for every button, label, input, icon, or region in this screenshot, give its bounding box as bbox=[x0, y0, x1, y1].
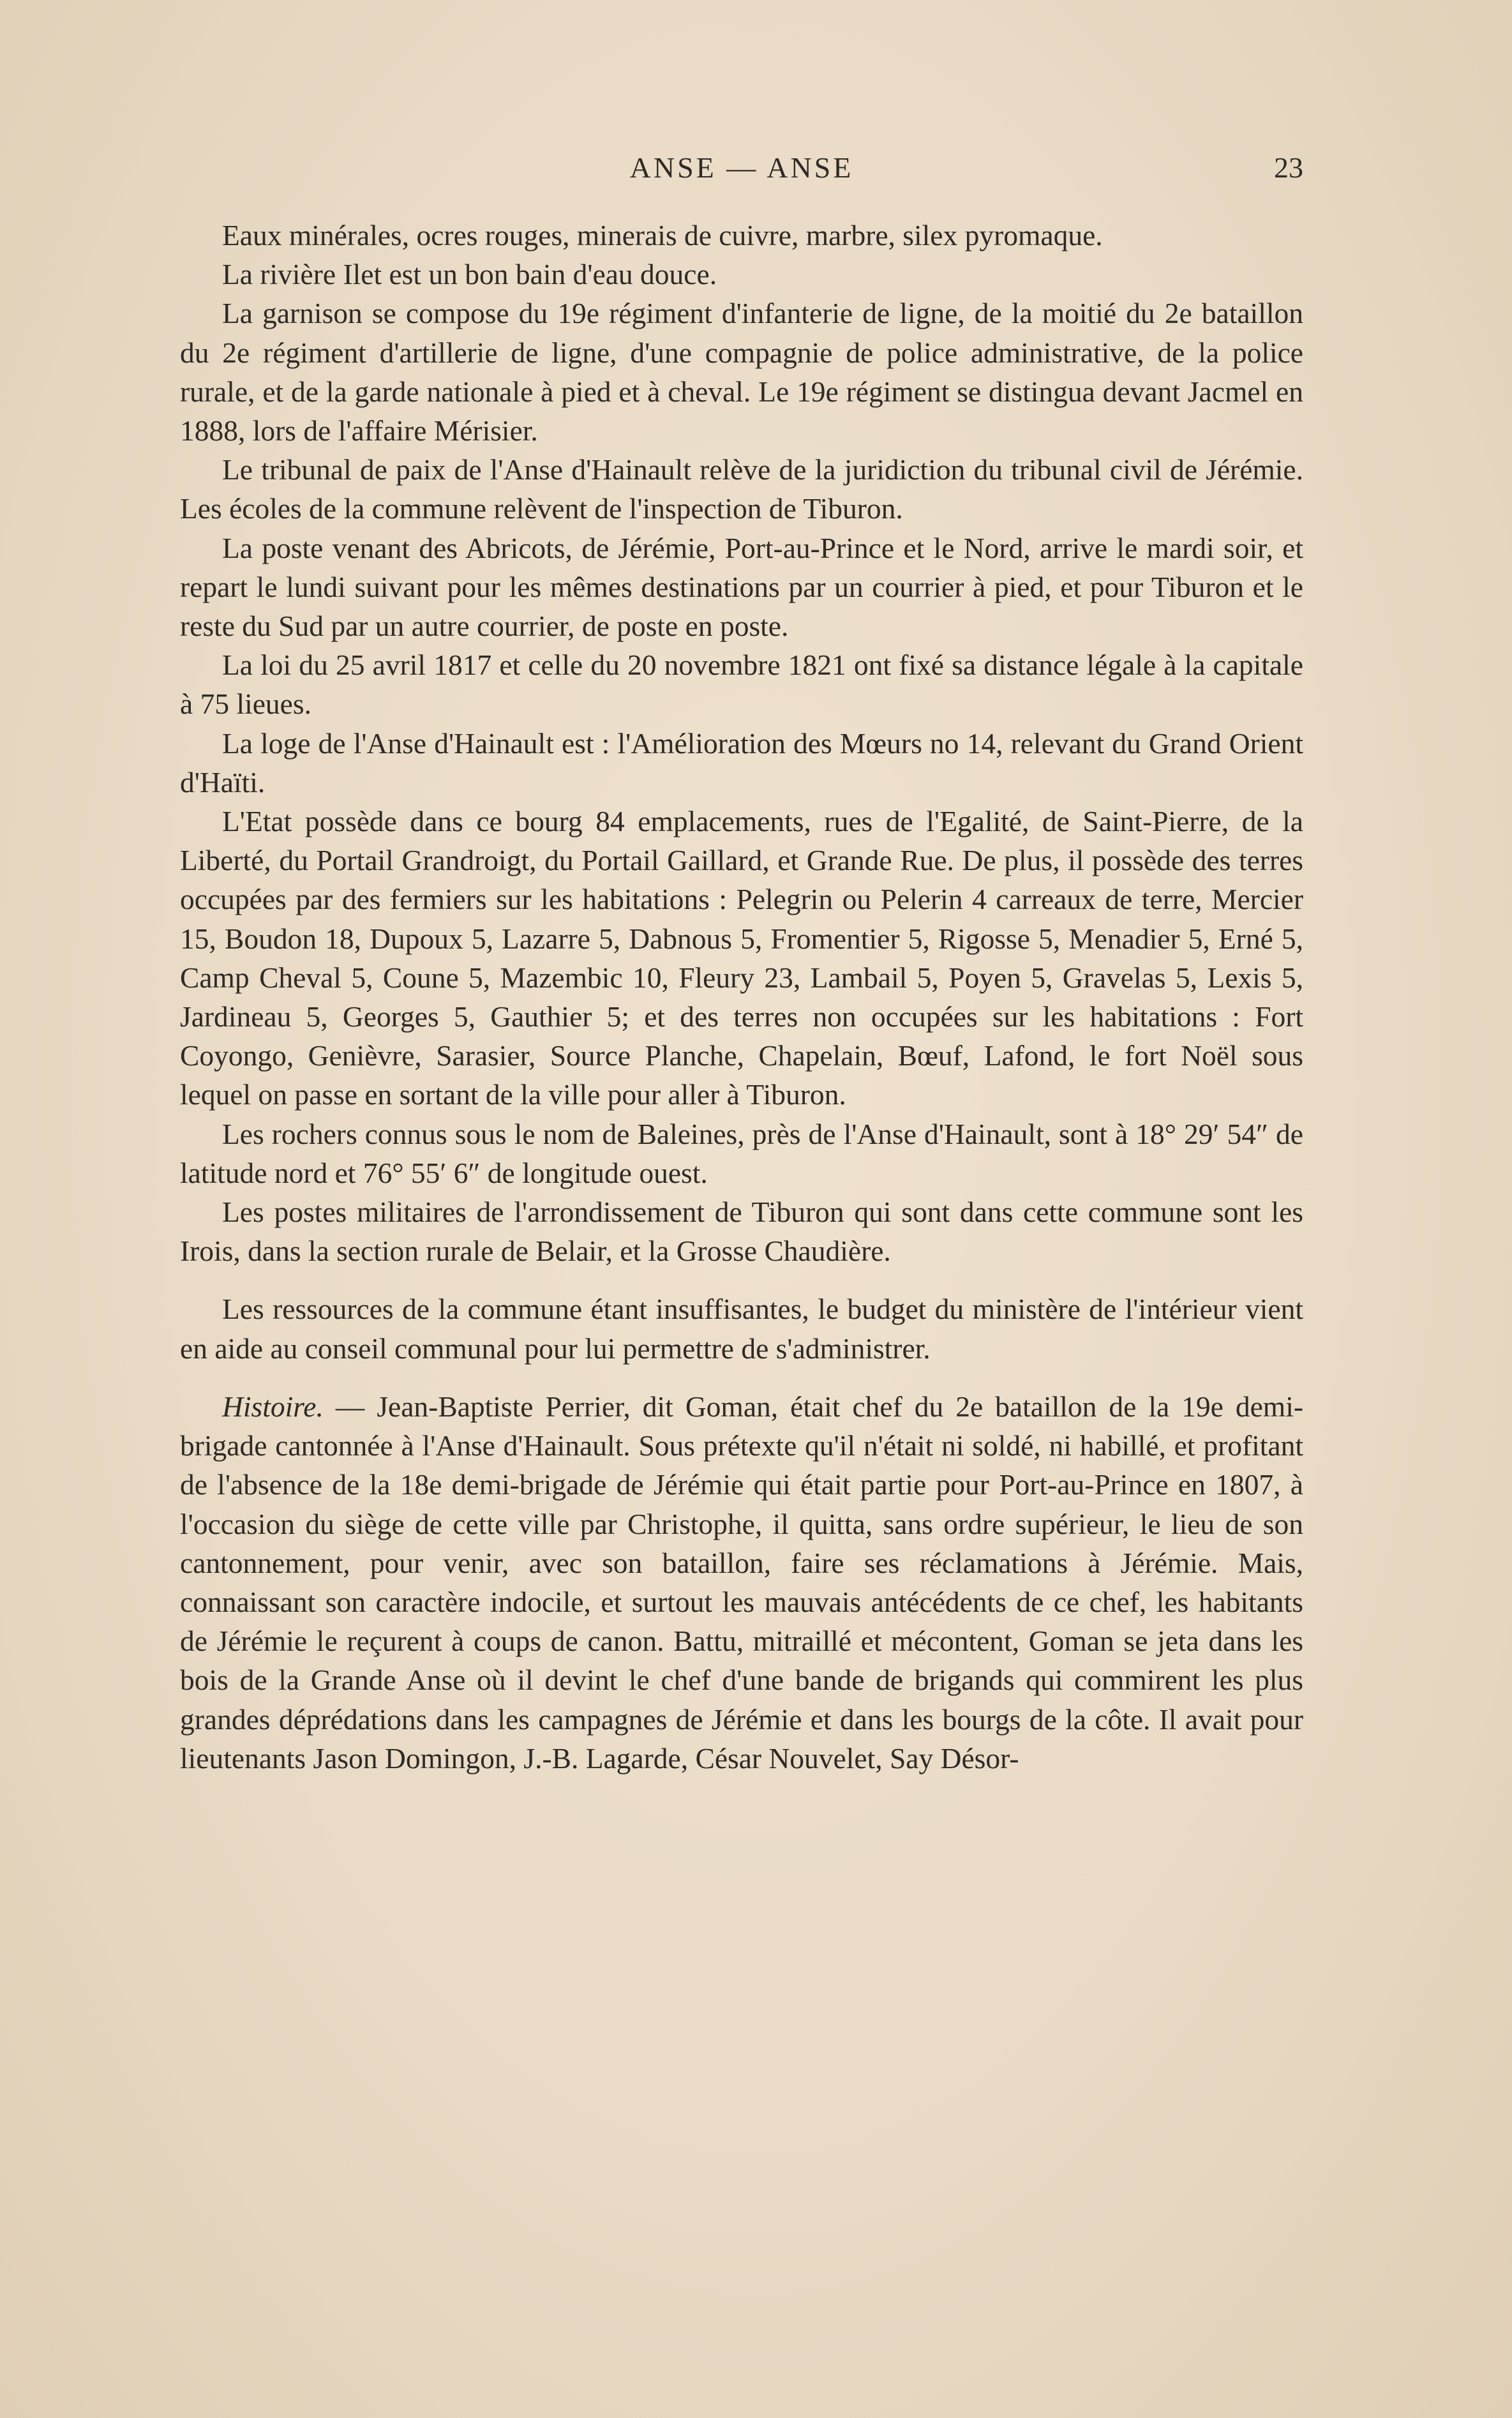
body-text bbox=[180, 216, 1303, 1778]
paragraph: Le tribunal de paix de l'Anse d'Hainault relève de la juridiction du tribunal civil de Jérémie. Les écoles de la commune relèvent de l'inspection de Tiburon. bbox=[180, 453, 1303, 525]
history-heading: Histoire. bbox=[222, 1390, 324, 1423]
paragraph: La rivière Ilet est un bon bain d'eau douce. bbox=[222, 258, 717, 291]
paragraph: L'Etat possède dans ce bourg 84 emplacements, rues de l'Egalité, de Saint-Pierre, de la Liberté, du Portail Grandroigt, du Portail Gaillard, et Grande Rue. De plus, il possède des terres occupées par des fermiers sur les habitations : Pelegrin ou Pelerin 4 carreaux de terre, Mercier 15, Boudon 18, Dupoux 5, Lazarre 5, Dabnous 5, Fromentier 5, Rigosse 5, Menadier 5, Erné 5, Camp Cheval 5, Coune 5, Mazembic 10, Fleury 23, Lambail 5, Poyen 5, Gravelas 5, Lexis 5, Jardineau 5, Georges 5, Gauthier 5; et des terres non occupées sur les habitations : Fort Coyongo, Genièvre, Sarasier, Source Planche, Chapelain, Bœuf, Lafond, le fort Noël sous lequel on passe en sortant de la ville pour aller à Tiburon. bbox=[180, 805, 1303, 1111]
paragraph: La loge de l'Anse d'Hainault est : l'Amélioration des Mœurs no 14, relevant du Grand Orient d'Haïti. bbox=[180, 726, 1303, 799]
page-number: 23 bbox=[1274, 151, 1303, 184]
paragraph: Les postes militaires de l'arrondissement de Tiburon qui sont dans cette commune sont les Irois, dans la section rurale de Belair, et la Grosse Chaudière. bbox=[180, 1196, 1303, 1268]
paragraph: Eaux minérales, ocres rouges, minerais de cuivre, marbre, silex pyromaque. bbox=[222, 219, 1103, 252]
history-paragraph bbox=[180, 1387, 1303, 1778]
paragraph: Les rochers connus sous le nom de Baleines, près de l'Anse d'Hainault, sont à 18° 29′ 54″ de latitude nord et 76° 55′ 6″ de longitude ouest. bbox=[180, 1117, 1303, 1189]
paragraph: La loi du 25 avril 1817 et celle du 20 novembre 1821 ont fixé sa distance légale à la capitale à 75 lieues. bbox=[180, 649, 1303, 721]
running-title: ANSE — ANSE bbox=[629, 151, 854, 184]
history-text: — Jean-Baptiste Perrier, dit Goman, était chef du 2e bataillon de la 19e demi-brigade cantonnée à l'Anse d'Hainault. Sous prétexte qu'il n'était ni soldé, ni habillé, et profitant de l'absence de la 18e demi-brigade de Jérémie qui était partie pour Port-au-Prince en 1807, à l'occasion du siège de cette ville par Christophe, il quitta, sans ordre supérieur, le lieu de son cantonnement, pour venir, avec son bataillon, faire ses réclamations à Jérémie. Mais, connaissant son caractère indocile, et surtout les mauvais antécédents de ce chef, les habitants de Jérémie le reçurent à coups de canon. Battu, mitraillé et mécontent, Goman se jeta dans les bois de la Grande Anse où il devint le chef d'une bande de brigands qui commirent les plus grandes déprédations dans les campagnes de Jérémie et dans les bourgs de la côte. Il avait pour lieutenants Jason Domingon, J.-B. Lagarde, César Nouvelet, Say Désor- bbox=[180, 1390, 1303, 1775]
paragraph: La garnison se compose du 19e régiment d'infanterie de ligne, de la moitié du 2e bataillon du 2e régiment d'artillerie de ligne, d'une compagnie de police administrative, de la police rurale, et de la garde nationale à pied et à cheval. Le 19e régiment se distingua devant Jacmel en 1888, lors de l'affaire Mérisier. bbox=[180, 297, 1303, 447]
paragraph: Les ressources de la commune étant insuffisantes, le budget du ministère de l'intérieur vient en aide au conseil communal pour lui permettre de s'administrer. bbox=[180, 1293, 1303, 1365]
page-header bbox=[180, 151, 1303, 195]
paragraph: La poste venant des Abricots, de Jérémie, Port-au-Prince et le Nord, arrive le mardi soir, et repart le lundi suivant pour les mêmes destinations par un courrier à pied, et pour Tiburon et le reste du Sud par un autre courrier, de poste en poste. bbox=[180, 531, 1303, 643]
